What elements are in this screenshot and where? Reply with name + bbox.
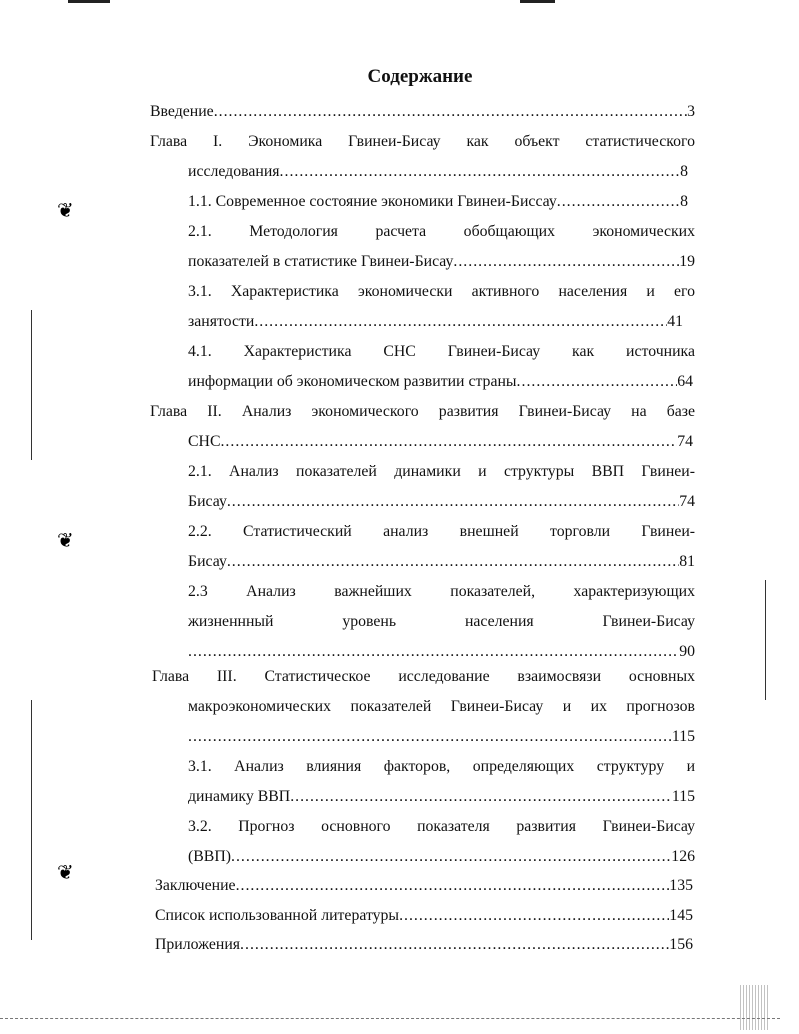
toc-word: 2.3 [188, 583, 208, 600]
toc-word: Гвинеи-Бисау [518, 403, 612, 420]
toc-page-number: 74 [677, 433, 693, 450]
toc-word: структуру [596, 758, 665, 775]
toc-word: расчета [375, 223, 427, 240]
toc-word: структуры [503, 463, 575, 480]
toc-entry-intro[interactable] [150, 97, 695, 127]
toc-section-ch2-2-2[interactable] [188, 517, 695, 547]
toc-page-number: 8 [680, 163, 688, 180]
toc-word: прогнозов [626, 698, 695, 715]
toc-entry-label: (ВВП) [188, 848, 232, 865]
toc-entry-label: Приложения [155, 936, 241, 953]
toc-leader-dots [188, 722, 672, 752]
toc-word: Гвинеи- [641, 463, 696, 480]
toc-leader-dots [236, 871, 670, 901]
toc-word: показателя [417, 818, 490, 835]
toc-word: Методология [249, 223, 338, 240]
toc-word: экономически [357, 283, 453, 300]
toc-chapter-1[interactable] [150, 127, 695, 157]
toc-word: III. [216, 668, 237, 685]
toc-chapter-2[interactable] [150, 397, 695, 427]
toc-leader-dots [227, 487, 679, 517]
toc-page-number: 64 [677, 373, 693, 390]
toc-page-number: 115 [671, 788, 695, 805]
toc-word: и [478, 463, 487, 480]
toc-section-ch3-3-1[interactable] [188, 752, 695, 782]
toc-word: II. [207, 403, 222, 420]
toc-section-ch2-2-1-cont[interactable] [188, 487, 695, 517]
toc-section-ch3-3-2-cont[interactable] [188, 842, 695, 872]
toc-section-1-1[interactable] [188, 187, 688, 217]
toc-word: Глава [152, 668, 190, 685]
toc-word: Анализ [246, 583, 296, 600]
toc-page-number: 19 [679, 253, 695, 270]
toc-entry-label: показателей в статистике Гвинеи-Бисау [188, 253, 454, 270]
toc-chapter-3[interactable] [152, 662, 695, 692]
toc-leader-dots [280, 157, 681, 187]
toc-word: Статистическое [264, 668, 371, 685]
toc-leader-dots [231, 842, 671, 872]
toc-word: развития [438, 403, 499, 420]
toc-word: и [686, 758, 696, 775]
toc-word: показателей [350, 698, 432, 715]
toc-word: Гвинеи-Бисау [348, 133, 441, 150]
toc-word: анализ [383, 523, 429, 540]
toc-section-ch2-2-3-line2[interactable] [188, 607, 695, 637]
toc-entry-label: Введение [150, 103, 214, 120]
toc-page-number: 3 [687, 103, 695, 120]
toc-word: Статистический [243, 523, 352, 540]
toc-section-3-1[interactable] [188, 277, 695, 307]
toc-word: источника [626, 343, 695, 360]
toc-entry-label: Бисау [188, 553, 227, 570]
toc-word: их [590, 698, 607, 715]
toc-word: Экономика [248, 133, 323, 150]
toc-word: обобщающих [463, 223, 556, 240]
toc-word: населения [558, 283, 628, 300]
toc-entry-references[interactable] [155, 901, 693, 931]
toc-section-ch3-3-1-cont[interactable] [188, 782, 695, 812]
toc-word: показателей [295, 463, 377, 480]
toc-word: Прогноз [238, 818, 295, 835]
binder-hole-mark-icon: ❦ [57, 200, 74, 222]
toc-leader-dots [557, 187, 680, 217]
toc-section-ch2-2-1[interactable] [188, 457, 695, 487]
toc-word: 4.1. [188, 343, 212, 360]
toc-word: основного [321, 818, 391, 835]
toc-entry-label: занятости [188, 313, 255, 330]
toc-word: важнейших [334, 583, 412, 600]
toc-entry-conclusion[interactable] [155, 871, 693, 901]
toc-chapter-2-cont[interactable] [188, 427, 693, 457]
toc-word: развития [516, 818, 577, 835]
toc-page-number: 81 [679, 553, 695, 570]
toc-word: объект [514, 133, 560, 150]
toc-page-number: 145 [669, 907, 693, 924]
toc-word: Глава [150, 133, 188, 150]
toc-word: Гвинеи-Бисау [447, 343, 541, 360]
toc-chapter-3-line2[interactable] [188, 692, 695, 722]
toc-section-4-1[interactable] [188, 337, 695, 367]
toc-word: активного [471, 283, 540, 300]
toc-entry-appendix[interactable] [155, 930, 693, 960]
toc-section-2-1-cont[interactable] [188, 247, 695, 277]
toc-word: влияния [306, 758, 362, 775]
toc-leader-dots [517, 367, 678, 397]
toc-word: динамики [394, 463, 461, 480]
toc-leader-dots [227, 547, 679, 577]
toc-word: I. [212, 133, 223, 150]
toc-section-ch2-2-3[interactable] [188, 577, 695, 607]
toc-word: его [674, 283, 696, 300]
toc-word: экономического [311, 403, 419, 420]
toc-section-3-1-cont[interactable] [188, 307, 683, 337]
toc-word: Анализ [241, 403, 292, 420]
toc-entry-label: информации об экономическом развитии страны [188, 373, 517, 390]
toc-leader-dots [399, 901, 669, 931]
toc-word: населения [464, 613, 534, 630]
toc-word: внешней [459, 523, 519, 540]
toc-word: уровень [342, 613, 397, 630]
toc-word: Гвинеи- [641, 523, 696, 540]
toc-word: Глава [150, 403, 188, 420]
toc-word: статистического [585, 133, 695, 150]
toc-word: торговли [550, 523, 611, 540]
toc-entry-label: динамику ВВП [188, 788, 291, 805]
toc-page-number: 8 [680, 193, 688, 210]
toc-section-4-1-cont[interactable] [188, 367, 693, 397]
toc-word: 3.2. [188, 818, 212, 835]
toc-section-ch2-2-2-cont[interactable] [188, 547, 695, 577]
toc-page-number: 135 [669, 877, 693, 894]
toc-word: взаимосвязи [517, 668, 602, 685]
toc-section-2-1[interactable] [188, 217, 695, 247]
toc-entry-label: Список использованной литературы [155, 907, 400, 924]
toc-word: Гвинеи-Бисау [602, 818, 696, 835]
toc-page-number: 41 [667, 313, 683, 330]
toc-word: и [562, 698, 572, 715]
toc-leader-dots [453, 247, 679, 277]
toc-chapter-3-page[interactable] [188, 722, 695, 752]
toc-leader-dots [220, 427, 677, 457]
toc-entry-label: 1.1. Современное состояние экономики Гвинеи-Биссау [188, 193, 557, 210]
toc-word: как [572, 343, 595, 360]
toc-page-number: 115 [671, 728, 695, 745]
toc-chapter-1-cont[interactable] [188, 157, 688, 187]
toc-section-ch3-3-2[interactable] [188, 812, 695, 842]
toc-word: показателей, [450, 583, 536, 600]
toc-page-number: 90 [679, 643, 695, 660]
binder-hole-mark-icon: ❦ [57, 530, 74, 552]
toc-entry-label: СНС [188, 433, 221, 450]
toc-leader-dots [214, 97, 687, 127]
binder-hole-mark-icon: ❦ [57, 862, 74, 884]
toc-word: основных [628, 668, 695, 685]
toc-word: Анализ [234, 758, 284, 775]
toc-entry-label: Бисау [188, 493, 227, 510]
toc-word: характеризующих [573, 583, 695, 600]
page-title: Содержание [367, 66, 473, 87]
toc-leader-dots [254, 307, 667, 337]
toc-word: 2.1. [188, 223, 212, 240]
toc-word: Гвинеи-Бисау [450, 698, 544, 715]
toc-word: ВВП [591, 463, 625, 480]
toc-word: экономических [592, 223, 696, 240]
toc-leader-dots [240, 930, 669, 960]
toc-word: 3.1. [188, 758, 212, 775]
toc-word: 2.1. [188, 463, 212, 480]
toc-word: макроэкономических [188, 698, 332, 715]
toc-entry-label: Заключение [155, 877, 236, 894]
toc-page-number: 74 [679, 493, 695, 510]
toc-page-number: 126 [671, 848, 695, 865]
toc-word: факторов, [383, 758, 451, 775]
toc-word: жизненнный [188, 613, 274, 630]
toc-word: 2.2. [188, 523, 212, 540]
toc-word: Гвинеи-Бисау [602, 613, 695, 630]
toc-word: 3.1. [188, 283, 212, 300]
toc-word: на [631, 403, 647, 420]
toc-word: Анализ [229, 463, 279, 480]
toc-page-number: 156 [669, 936, 693, 953]
toc-word: как [466, 133, 489, 150]
toc-word: базе [666, 403, 696, 420]
toc-entry-label: исследования [188, 163, 280, 180]
toc-word: исследование [398, 668, 490, 685]
toc-word: определяющих [472, 758, 575, 775]
toc-word: Характеристика [243, 343, 352, 360]
toc-word: Характеристика [230, 283, 339, 300]
toc-leader-dots [290, 782, 672, 812]
toc-word: СНС [383, 343, 416, 360]
toc-word: и [646, 283, 655, 300]
